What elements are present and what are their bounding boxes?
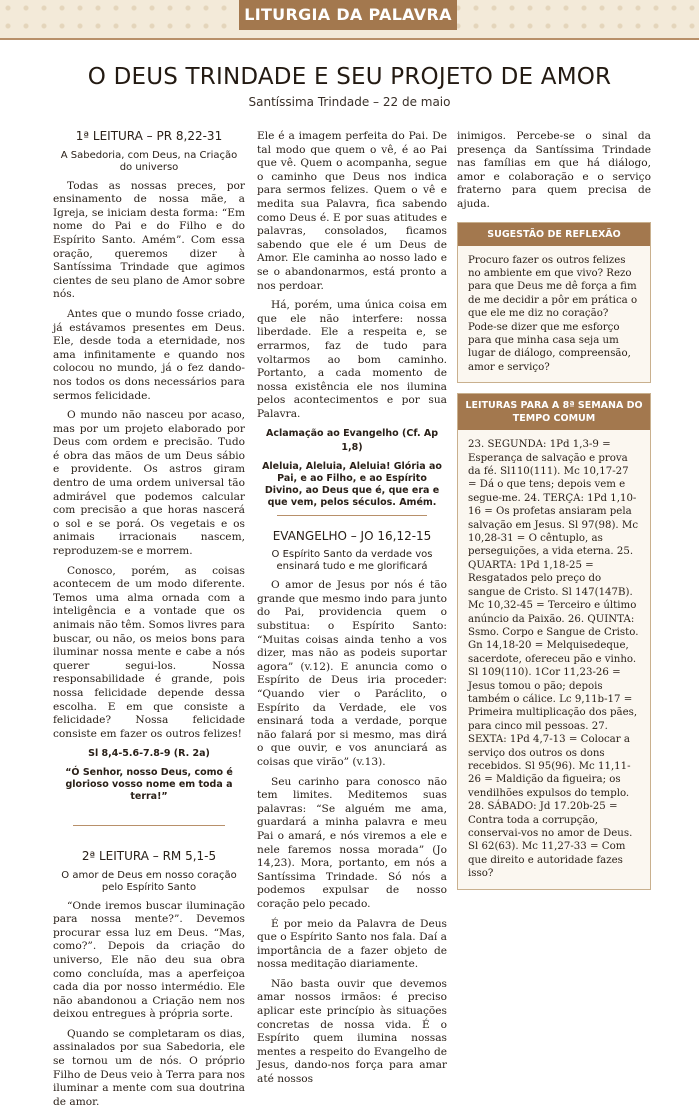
psalm-response: “Ó Senhor, nosso Deus, como é glorioso vosso nome em toda a terra!” [65, 766, 233, 802]
page-title: O DEUS TRINDADE E SEU PROJETO DE AMOR [87, 64, 612, 90]
reading1-title: 1ª LEITURA – PR 8,22-31 [75, 129, 223, 143]
paragraph: O amor de Jesus por nós é tão grande que mesmo indo para junto do Pai, providencia quem o substitua: o Espírito Santo: “Muitas coisas ainda tenho a vos dizer, mas não as podeis suportar agora” (v.12). E anuncia como o Espírito de Deus iria proceder: “Quando vier o Paráclito, o Espírito da Verdade, ele vos ensinará toda a verdade, porque não falará por si mesmo, mas dirá o que ouvir, e vos anunciará as coisas que virão” (v.13). [257, 579, 447, 768]
reflection-title: SUGESTÃO DE REFLEXÃO [458, 223, 650, 246]
divider [73, 811, 225, 826]
reading2-title: 2ª LEITURA – RM 5,1-5 [81, 848, 217, 863]
paragraph: Não basta ouvir que devemos amar nossos irmãos: é preciso aplicar este princípio às situações concretas de nossa vida. É o Espírito quem ilumina nossas mentes a respeito do Evangelho de Jesus, dando-nos força para amar até nossos [257, 977, 447, 1086]
gospel-subtitle: O Espírito Santo da verdade vos ensinará tudo e me glorificará [271, 549, 433, 573]
gospel-title: EVANGELHO – JO 16,12-15 [272, 528, 432, 543]
psalm-ref: Sl 8,4-5.6-7.8-9 (R. 2a) [88, 748, 210, 760]
paragraph: O mundo não nasceu por acaso, mas por um projeto elaborado por Deus com ordem e precisão. Tudo é obra das mãos de um Deus sábio e providente. Os astros giram dentro de uma ordem universal tão admirável que podemos calcular com precisão a que horas nascerá o sol e se porá. Os vegetais e os animais irracionais nascem, reproduzem-se e morrem. [53, 409, 245, 558]
reading2-subtitle: O amor de Deus em nosso coração pelo Espírito Santo [61, 869, 237, 893]
reflection-text: Procuro fazer os outros felizes no ambiente em que vivo? Rezo para que Deus me dê força a fim de me decidir a pôr em prática o que ele me diz no coração? Pode-se dizer que me esforço para que minha casa seja um lugar de diálogo, compreensão, amor e serviço? [468, 254, 638, 373]
paragraph: É por meio da Palavra de Deus que o Espírito Santo nos fala. Daí a importância de a fazer objeto de nossa meditação diariamente. [257, 917, 447, 971]
weekly-readings-text: 23. SEGUNDA: 1Pd 1,3-9 = Esperança de salvação e prova da fé. Sl110(111). Mc 10,17-27 = Dá o que tens; depois vem e segue-me. 24. TERÇA: 1Pd 1,10-16 = Os profetas ansiaram pela salvação em Jesus. Sl 97(98). Mc 10,28-31 = O cêntuplo, as perseguições, a vida eterna. 25. QUARTA: 1Pd 1,18-25 = Resgatados pelo preço do sangue de Cristo. Sl 147(147B). Mc 10,32-45 = Terceiro e último anúncio da Paixão. 26. QUINTA: Ssmo. Corpo e Sangue de Cristo. Gn 14,18-20 = Melquisedeque, sacerdote, ofereceu pão e vinho. Sl 109(110). 1Cor 11,23-26 = Jesus tomou o pão; depois também o cálice. Lc 9,11b-17 = Primeira multiplicação dos pães, para cinco mil pessoas. 27. SEXTA: 1Pd 4,7-13 = Colocar a serviço dos outros os dons recebidos. Sl 95(96). Mc 11,11-26 = Maldição da figueira; os vendilhões expulsos do templo. 28. SÁBADO: Jd 17.20b-25 = Contra toda a corrupção, conservai-vos no amor de Deus. Sl 62(63). Mc 11,27-33 = Com que direito e autoridade fazes isso? [468, 439, 639, 880]
paragraph: Antes que o mundo fosse criado, já estávamos presentes em Deus. Ele, desde toda a eternidade, nos ama infinitamente e quando nos colocou no mundo, já o fez dando-nos todos os dons necessários para sermos felicidade. [53, 307, 245, 402]
paragraph: “Onde iremos buscar iluminação para nossa mente?”. Devemos procurar essa luz em Deus. “Mas, como?”. Depois da criação do universo, Ele não deu sua obra como concluída, mas a aperfeiçoa cada dia por nosso intermédio. Ele não abandonou a Criação nem nos deixou entregues à própria sorte. [53, 899, 245, 1021]
paragraph: Todas as nossas preces, por ensinamento de nossa mãe, a Igreja, se iniciam desta forma: “Em nome do Pai e do Filho e do Espírito Santo. Amém”. Com essa oração, queremos dizer à Santíssima Trindade que agimos cientes de seu plano de Amor sobre nós. [53, 179, 245, 301]
column-3 [457, 130, 651, 890]
weekly-readings-box [457, 393, 651, 889]
reflection-box [457, 222, 651, 384]
acclamation-response: Aleluia, Aleluia, Aleluia! Glória ao Pai, e ao Filho, e ao Espírito Divino, ao Deus que é, que era e que vem, pelos séculos. Amém. [262, 460, 442, 508]
section-header: LITURGIA DA PALAVRA [239, 0, 457, 30]
paragraph: Há, porém, uma única coisa em que ele não interfere: nossa liberdade. Ele a respeita e, se errarmos, faz de tudo para voltarmos ao bom caminho. Portanto, a cada momento de nossa existência ele nos ilumina pelos acontecimentos e por sua Palavra. [257, 299, 447, 420]
weekly-readings-title: LEITURAS PARA A 8ª SEMANA DO TEMPO COMUM [458, 394, 650, 430]
column-1 [53, 130, 245, 1115]
page-subtitle: Santíssima Trindade – 22 de maio [248, 95, 451, 109]
divider [277, 515, 427, 516]
reading1-subtitle: A Sabedoria, com Deus, na Criação do universo [60, 149, 238, 173]
paragraph: Seu carinho para conosco não tem limites. Meditemos suas palavras: “Se alguém me ama, guardará a minha palavra e meu Pai o amará, e nós viremos a ele e nele faremos nossa morada” (Jo 14,23). Mora, portanto, em nós a Santíssima Trindade. Só nós a podemos expulsar de nosso coração pelo pecado. [257, 775, 447, 910]
paragraph: Ele é a imagem perfeita do Pai. De tal modo que quem o vê, é ao Pai que vê. Quem o acompanha, segue o caminho que Deus nos indica para sermos felizes. Quem o vê e medita sua Palavra, fica sabendo como Deus é. E por suas atitudes e palavras, consolados, ficamos sabendo que ele é um Deus de Amor. Ele caminha ao nosso lado e se o abandonarmos, está pronto a nos perdoar. [257, 130, 447, 292]
acclamation-title: Aclamação ao Evangelho (Cf. Ap 1,8) [265, 428, 439, 454]
paragraph: Conosco, porém, as coisas acontecem de um modo diferente. Temos uma alma ornada com a inteligência e a vontade que os animais não têm. Somos livres para buscar, ou não, os meios bons para iluminar nossa mente e cabe a nós querer segui-los. Nossa responsabilidade é grande, pois nossa felicidade depende dessa escolha. E em que consiste a felicidade? Nossa felicidade consiste em fazer os outros felizes! [53, 564, 245, 740]
paragraph: inimigos. Percebe-se o sinal da presença da Santíssima Trindade nas famílias em que há diálogo, amor e colaboração e o serviço fraterno para quem precisa de ajuda. [457, 130, 651, 210]
paragraph: Quando se completaram os dias, assinalados por sua Sabedoria, ele se tornou um de nós. O próprio Filho de Deus veio à Terra para nos iluminar a mente com sua doutrina de amor. [53, 1027, 245, 1108]
column-2 [257, 130, 447, 1093]
